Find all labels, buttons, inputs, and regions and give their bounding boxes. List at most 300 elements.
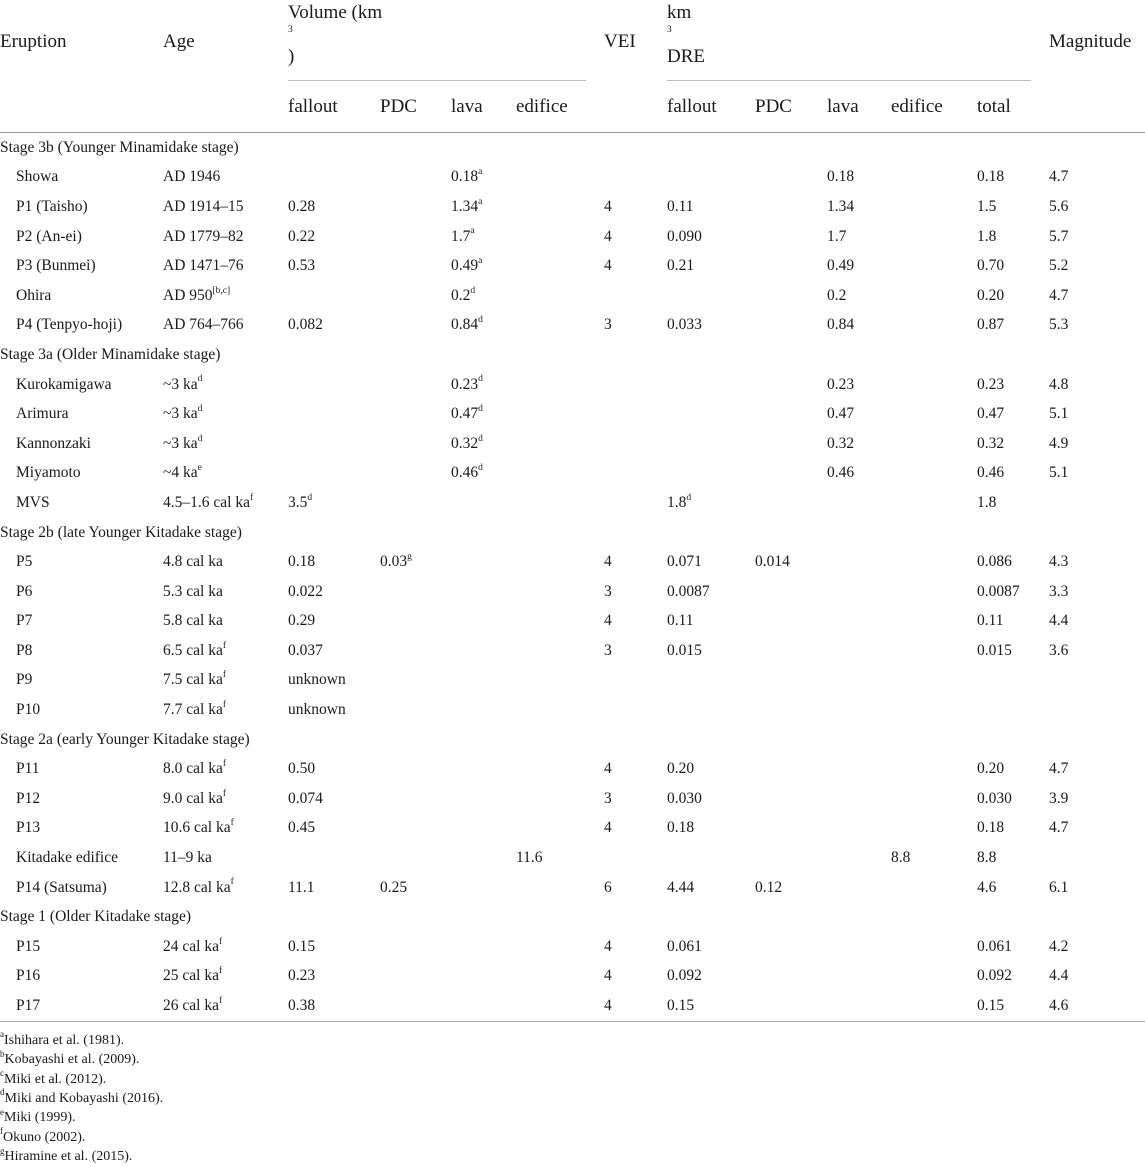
header-volume-edifice: edifice [516,95,568,117]
cell-vei [604,370,667,400]
header-dre-total: total [977,95,1011,117]
cell-age: AD 950[b,c] [163,285,231,304]
header-dre-lava: lava [827,95,859,117]
cell-vol-fallout: 0.29 [288,612,316,630]
cell-dre-lava [827,577,891,607]
cell-age: ~4 $ka^e$ [163,463,202,482]
cell-eruption: P15 [16,937,41,955]
cell-eruption: Kitadake edifice [16,849,118,867]
cell-vol-pdc [380,251,451,281]
cell-dre-edifice [891,962,977,992]
cell-vol-lava [451,636,516,666]
cell-dre-edifice [891,577,977,607]
cell-dre-pdc [755,311,827,341]
cell-dre-pdc [755,281,827,311]
cell-vol-lava [451,962,516,992]
cell-eruption: P6 [16,582,33,600]
cell-eruption: P16 [16,967,41,985]
cell-dre-lava [827,607,891,637]
cell-age: 5.3 cal ka [163,582,223,600]
cell-dre-total: 8.8 [977,849,997,867]
cell-dre-fallout [667,399,755,429]
cell-dre-total: 0.87 [977,316,1005,334]
cell-dre-edifice [891,932,977,962]
cell-vol-pdc [380,222,451,252]
cell-vol-lava [451,666,516,696]
cell-dre-pdc [755,814,827,844]
cell-eruption: P14 (Satsuma) [16,878,107,896]
cell-vol-pdc [380,784,451,814]
cell-dre-pdc [755,843,827,873]
cell-magnitude: 4.2 [1049,937,1069,955]
table-row [0,991,1145,1021]
cell-vol-edifice [516,399,604,429]
cell-vol-lava: 1.34$^a$ [451,196,483,215]
cell-vol-pdc [380,459,451,489]
cell-dre-pdc [755,695,827,725]
cell-dre-pdc [755,222,827,252]
table-row [0,873,1145,903]
cell-eruption: P12 [16,789,41,807]
cell-dre-pdc [755,192,827,222]
cell-age: 7.7 cal $ka^f$ [163,699,226,719]
cell-vol-fallout: 0.18 [288,553,316,571]
cell-eruption: P5 [16,553,33,571]
cell-vol-fallout: 0.082 [288,316,323,334]
cell-dre-edifice [891,399,977,429]
cell-vol-pdc [380,814,451,844]
cell-dre-pdc [755,991,827,1021]
stage-row [0,518,1145,548]
cell-dre-fallout [667,459,755,489]
cell-dre-lava [827,636,891,666]
cell-vol-lava [451,577,516,607]
cell-dre-lava [827,784,891,814]
cell-dre-fallout [667,666,755,696]
cell-dre-lava: 0.46 [827,464,855,482]
cell-age: ~3 $ka^d$ [163,433,203,452]
cell-dre-total: 1.8 [977,493,997,511]
cell-age: AD 1946 [163,168,221,186]
cell-dre-lava [827,843,891,873]
cell-dre-edifice [891,488,977,518]
stage-row [0,725,1145,755]
table-row [0,459,1145,489]
cell-vol-lava: 0.23$^d$ [451,374,483,393]
cell-magnitude: 4.4 [1049,612,1069,630]
cell-dre-total: 0.47 [977,405,1005,423]
cell-dre-edifice [891,607,977,637]
header-dre-fallout: fallout [667,95,717,117]
cell-dre-lava [827,488,891,518]
cell-vol-lava: 1.7$^a$ [451,226,475,245]
cell-vol-pdc [380,488,451,518]
stage-label: Stage 2b (late Younger Kitadake stage) [0,523,242,541]
cell-dre-total: 0.32 [977,434,1005,452]
cell-dre-lava: 0.18 [827,168,855,186]
cell-dre-lava: 0.32 [827,434,855,452]
cell-vol-lava [451,754,516,784]
cell-dre-lava: 0.47 [827,405,855,423]
cell-vol-fallout: 0.28 [288,197,316,215]
table-row [0,311,1145,341]
header-volume: Volume (km $^3$ ) [288,0,604,81]
cell-eruption: Kannonzaki [16,434,91,452]
cell-age: 4.5–1.6 cal $ka^f$ [163,492,254,511]
cell-eruption: P11 [16,760,40,778]
cell-dre-lava: 0.49 [827,257,855,275]
cell-vol-pdc [380,695,451,725]
cell-dre-total: 0.18 [977,168,1005,186]
table-row [0,666,1145,696]
cell-vei [604,695,667,725]
cell-dre-pdc [755,488,827,518]
cell-eruption: Ohira [16,286,52,304]
cell-magnitude: 4.4 [1049,967,1069,985]
table-row [0,962,1145,992]
footnote: $^b$Kobayashi et al. (2009). [0,1048,140,1068]
cell-vol-fallout [288,843,380,873]
footnote: $^a$Ishihara et al. (1981). [0,1029,125,1048]
cell-dre-edifice [891,281,977,311]
cell-vol-fallout: unknown [288,671,346,689]
cell-dre-total [977,666,1049,696]
cell-vol-lava [451,843,516,873]
cell-dre-fallout [667,695,755,725]
cell-vei: 4 [604,760,612,778]
cell-vol-fallout [288,370,380,400]
cell-dre-lava: 1.7 [827,227,847,245]
cell-age: AD 1471–76 [163,257,244,275]
cell-dre-pdc [755,784,827,814]
cell-vol-fallout: 0.53 [288,257,316,275]
cell-dre-pdc [755,163,827,193]
cell-magnitude: 5.1 [1049,405,1069,423]
cell-vei [604,459,667,489]
cell-vol-edifice [516,222,604,252]
cell-dre-total: 0.46 [977,464,1005,482]
cell-vei: 4 [604,257,612,275]
header-volume-pdc: PDC [380,95,417,117]
cell-magnitude: 4.7 [1049,286,1069,304]
cell-eruption: Kurokamigawa [16,375,112,393]
table-row [0,577,1145,607]
cell-dre-fallout: 0.030 [667,789,702,807]
cell-vol-lava [451,547,516,577]
cell-dre-lava [827,932,891,962]
cell-magnitude: 4.3 [1049,553,1069,571]
cell-age: 10.6 cal $ka^f$ [163,818,234,837]
cell-vei: 4 [604,997,612,1015]
cell-dre-edifice [891,429,977,459]
cell-dre-fallout: 0.092 [667,967,702,985]
cell-vol-edifice [516,459,604,489]
footnotes [0,1022,1145,1167]
cell-vol-fallout: 0.38 [288,997,316,1015]
cell-vol-pdc [380,163,451,193]
table-row [0,222,1145,252]
cell-vol-edifice [516,192,604,222]
cell-dre-fallout: 4.44 [667,878,695,896]
cell-magnitude: 3.6 [1049,641,1069,659]
cell-vei [604,429,667,459]
cell-vol-edifice [516,163,604,193]
cell-dre-lava: 0.23 [827,375,855,393]
cell-dre-fallout: 0.21 [667,257,695,275]
stage-row [0,902,1145,932]
cell-vol-edifice [516,370,604,400]
cell-dre-fallout [667,163,755,193]
table-row [0,429,1145,459]
cell-dre-total: 0.092 [977,967,1012,985]
header-dre-pdc: PDC [755,95,792,117]
cell-vol-edifice [516,607,604,637]
cell-eruption: P8 [16,641,33,659]
cell-vei: 3 [604,582,612,600]
cell-vol-edifice: 11.6 [516,849,543,867]
cell-vei [604,163,667,193]
cell-vol-pdc [380,843,451,873]
stage-label: Stage 1 (Older Kitadake stage) [0,908,192,926]
footnote: $^d$Miki and Kobayashi (2016). [0,1087,164,1107]
cell-dre-total: 0.0087 [977,582,1020,600]
cell-vol-edifice [516,873,604,903]
cell-magnitude: 3.9 [1049,789,1069,807]
table-row [0,607,1145,637]
table-row [0,251,1145,281]
cell-vol-pdc [380,311,451,341]
cell-dre-lava [827,547,891,577]
cell-dre-pdc [755,251,827,281]
cell-dre-edifice: 8.8 [891,849,911,867]
cell-magnitude: 4.8 [1049,375,1069,393]
cell-age: 7.5 cal $ka^f$ [163,670,226,689]
cell-dre-fallout: 0.0087 [667,582,710,600]
cell-vol-edifice [516,754,604,784]
cell-age: 12.8 cal $ka^f$ [163,877,234,896]
footnote: $^c$Miki et al. (2012). [0,1067,107,1087]
cell-dre-lava: 0.84 [827,316,855,334]
cell-vol-pdc [380,754,451,784]
header-magnitude: Magnitude [1049,30,1132,52]
cell-vol-fallout [288,459,380,489]
cell-vol-edifice [516,814,604,844]
cell-dre-pdc [755,399,827,429]
table-row [0,192,1145,222]
cell-eruption: P2 (An-ei) [16,227,82,245]
cell-vol-fallout [288,429,380,459]
footnote: $^e$Miki (1999). [0,1106,76,1126]
cell-magnitude: 5.6 [1049,197,1069,215]
cell-dre-total: 0.061 [977,937,1012,955]
stage-label: Stage 2a (early Younger Kitadake stage) [0,730,250,748]
cell-vol-edifice [516,488,604,518]
cell-vei: 3 [604,789,612,807]
cell-vol-lava: 0.32$^d$ [451,433,483,452]
cell-dre-edifice [891,251,977,281]
cell-eruption: Miyamoto [16,464,81,482]
cell-vol-pdc: 0.03$^g$ [380,551,412,571]
cell-dre-fallout: 0.071 [667,553,702,571]
cell-age: AD 1914–15 [163,197,244,215]
cell-eruption: MVS [16,493,50,511]
cell-dre-total: 4.6 [977,878,997,896]
cell-magnitude [1049,695,1145,725]
cell-vol-edifice [516,695,604,725]
cell-vol-pdc [380,429,451,459]
header-dre-edifice: edifice [891,95,943,117]
footnote: $^g$Hiramine et al. (2015). [0,1145,133,1165]
cell-magnitude [1049,843,1145,873]
cell-vol-fallout: unknown [288,701,346,719]
cell-dre-edifice [891,636,977,666]
cell-vol-fallout: 0.074 [288,789,323,807]
stage-row [0,133,1145,163]
cell-vei: 4 [604,967,612,985]
cell-vei: 4 [604,612,612,630]
cell-vei: 4 [604,227,612,245]
cell-dre-fallout: 0.061 [667,937,702,955]
table-row [0,754,1145,784]
cell-eruption: P1 (Taisho) [16,197,88,215]
cell-dre-pdc [755,666,827,696]
header-age: Age [163,30,195,52]
cell-eruption: P4 (Tenpyo-hoji) [16,316,123,334]
cell-vol-pdc [380,636,451,666]
cell-dre-lava: 0.2 [827,286,847,304]
cell-vol-pdc [380,577,451,607]
cell-dre-edifice [891,547,977,577]
cell-vol-lava: 0.47$^d$ [451,403,483,423]
cell-vol-lava [451,784,516,814]
footnote: $^f$Okuno (2002). [0,1126,86,1145]
table-row [0,784,1145,814]
cell-age: 4.8 cal ka [163,553,223,571]
cell-vei: 6 [604,878,612,896]
cell-vol-fallout: 0.022 [288,582,323,600]
cell-dre-total: 0.030 [977,789,1012,807]
cell-vol-fallout [288,163,380,193]
stage-label: Stage 3b (Younger Minamidake stage) [0,138,239,156]
cell-age: 11–9 ka [163,849,212,867]
cell-dre-pdc [755,459,827,489]
cell-dre-fallout: 0.015 [667,641,702,659]
table-row [0,488,1145,518]
cell-age: 24 cal $ka^f$ [163,936,223,955]
cell-vei: 4 [604,819,612,837]
cell-vol-lava: 0.46$^d$ [451,463,483,482]
cell-dre-total: 1.8 [977,227,997,245]
cell-vol-edifice [516,991,604,1021]
stage-row [0,340,1145,370]
cell-dre-edifice [891,873,977,903]
cell-dre-edifice [891,784,977,814]
cell-dre-pdc [755,577,827,607]
cell-dre-fallout [667,429,755,459]
cell-vol-pdc [380,370,451,400]
cell-dre-pdc [755,932,827,962]
table-row [0,814,1145,844]
cell-vol-edifice [516,547,604,577]
cell-vol-lava: 0.2$^d$ [451,285,476,304]
table-row [0,163,1145,193]
cell-dre-lava [827,666,891,696]
cell-vol-pdc [380,991,451,1021]
cell-dre-edifice [891,311,977,341]
cell-dre-edifice [891,192,977,222]
cell-dre-total: 0.086 [977,553,1012,571]
cell-age: AD 1779–82 [163,227,244,245]
cell-vei: 4 [604,553,612,571]
cell-dre-total: 0.15 [977,997,1005,1015]
cell-magnitude: 5.3 [1049,316,1069,334]
cell-dre-total: 0.20 [977,760,1005,778]
header-volume-fallout: fallout [288,95,338,117]
cell-eruption: P17 [16,997,41,1015]
cell-vol-fallout: 3.5$^d$ [288,492,313,511]
cell-vei: 4 [604,937,612,955]
cell-magnitude [1049,666,1145,696]
cell-vol-lava [451,814,516,844]
cell-vol-lava [451,932,516,962]
cell-vol-edifice [516,784,604,814]
cell-eruption: P13 [16,819,41,837]
cell-vei [604,666,667,696]
cell-dre-lava [827,962,891,992]
cell-vol-pdc: 0.25 [380,878,408,896]
cell-vol-fallout: 0.15 [288,937,316,955]
cell-dre-lava: 1.34 [827,197,855,215]
cell-vol-lava [451,695,516,725]
cell-eruption: P10 [16,701,41,719]
cell-dre-pdc [755,370,827,400]
cell-vol-fallout: 11.1 [288,878,315,896]
cell-magnitude: 4.6 [1049,997,1069,1015]
cell-dre-total: 0.23 [977,375,1005,393]
cell-magnitude: 6.1 [1049,878,1069,896]
cell-dre-fallout: 1.8$^d$ [667,492,692,511]
cell-vei: 4 [604,197,612,215]
cell-dre-total [977,695,1049,725]
cell-dre-total: 0.18 [977,819,1005,837]
cell-dre-fallout: 0.20 [667,760,695,778]
cell-vol-pdc [380,666,451,696]
table-row [0,932,1145,962]
cell-age: AD 764–766 [163,316,244,334]
table-row [0,695,1145,725]
cell-dre-fallout [667,281,755,311]
cell-dre-lava [827,695,891,725]
cell-vol-pdc [380,192,451,222]
cell-age: 25 cal $ka^f$ [163,966,223,985]
cell-dre-total: 1.5 [977,197,997,215]
cell-vol-lava [451,488,516,518]
cell-age: 5.8 cal ka [163,612,223,630]
header-volume-lava: lava [451,95,483,117]
cell-vol-lava: 0.18$^a$ [451,167,483,186]
cell-dre-fallout [667,370,755,400]
cell-magnitude: 4.9 [1049,434,1069,452]
cell-magnitude: 3.3 [1049,582,1069,600]
cell-dre-fallout: 0.11 [667,612,694,630]
table-body [0,133,1145,1022]
cell-vei: 3 [604,641,612,659]
cell-magnitude: 5.1 [1049,464,1069,482]
cell-dre-fallout: 0.15 [667,997,695,1015]
cell-vol-lava [451,991,516,1021]
table-row [0,636,1145,666]
cell-dre-total: 0.20 [977,286,1005,304]
